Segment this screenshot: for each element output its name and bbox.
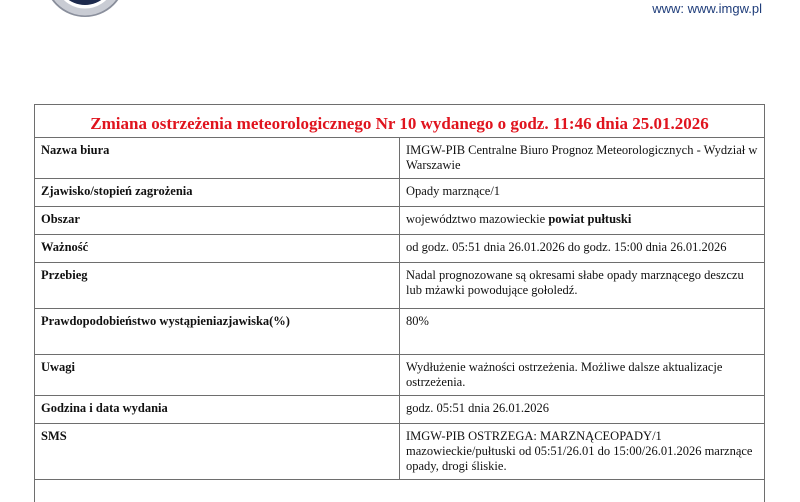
imgw-logo [40, 0, 130, 22]
website-link[interactable]: www: www.imgw.pl [652, 1, 762, 16]
footer-cell [35, 480, 765, 502]
table-row-partial [35, 480, 765, 502]
table-row [35, 179, 765, 207]
table-row [35, 355, 765, 396]
course-label: Przebieg [35, 263, 400, 309]
table-row [35, 309, 765, 355]
table-row [35, 138, 765, 179]
office-label: Nazwa biura [35, 138, 400, 179]
area-label: Obszar [35, 207, 400, 235]
table-row [35, 235, 765, 263]
area-county: powiat pułtuski [548, 212, 631, 226]
validity-label: Ważność [35, 235, 400, 263]
phenomenon-value: Opady marznące/1 [400, 179, 765, 207]
sms-value: IMGW-PIB OSTRZEGA: MARZNĄCEOPADY/1 mazowieckie/pułtuski od 05:51/26.01 do 15:00/26.01.2026 marznące opady, drogi śliskie. [400, 424, 765, 480]
remarks-value: Wydłużenie ważności ostrzeżenia. Możliwe dalsze aktualizacje ostrzeżenia. [400, 355, 765, 396]
table-row [35, 424, 765, 480]
area-region: województwo mazowieckie [406, 212, 548, 226]
validity-value: od godz. 05:51 dnia 26.01.2026 do godz. 15:00 dnia 26.01.2026 [400, 235, 765, 263]
remarks-label: Uwagi [35, 355, 400, 396]
issue-time-label: Godzina i data wydania [35, 396, 400, 424]
office-value: IMGW-PIB Centralne Biuro Prognoz Meteorologicznych - Wydział w Warszawie [400, 138, 765, 179]
table-row [35, 207, 765, 235]
warning-table [34, 104, 765, 502]
course-value: Nadal prognozowane są okresami słabe opady marznącego deszczu lub mżawki powodujące gołoledź. [400, 263, 765, 309]
warning-title: Zmiana ostrzeżenia meteorologicznego Nr 10 wydanego o godz. 11:46 dnia 25.01.2026 [35, 105, 765, 138]
sms-label: SMS [35, 424, 400, 480]
area-value [400, 207, 765, 235]
issue-time-value: godz. 05:51 dnia 26.01.2026 [400, 396, 765, 424]
probability-label: Prawdopodobieństwo wystąpieniazjawiska(%) [35, 309, 400, 355]
table-row [35, 396, 765, 424]
probability-value: 80% [400, 309, 765, 355]
phenomenon-label: Zjawisko/stopień zagrożenia [35, 179, 400, 207]
table-row [35, 263, 765, 309]
